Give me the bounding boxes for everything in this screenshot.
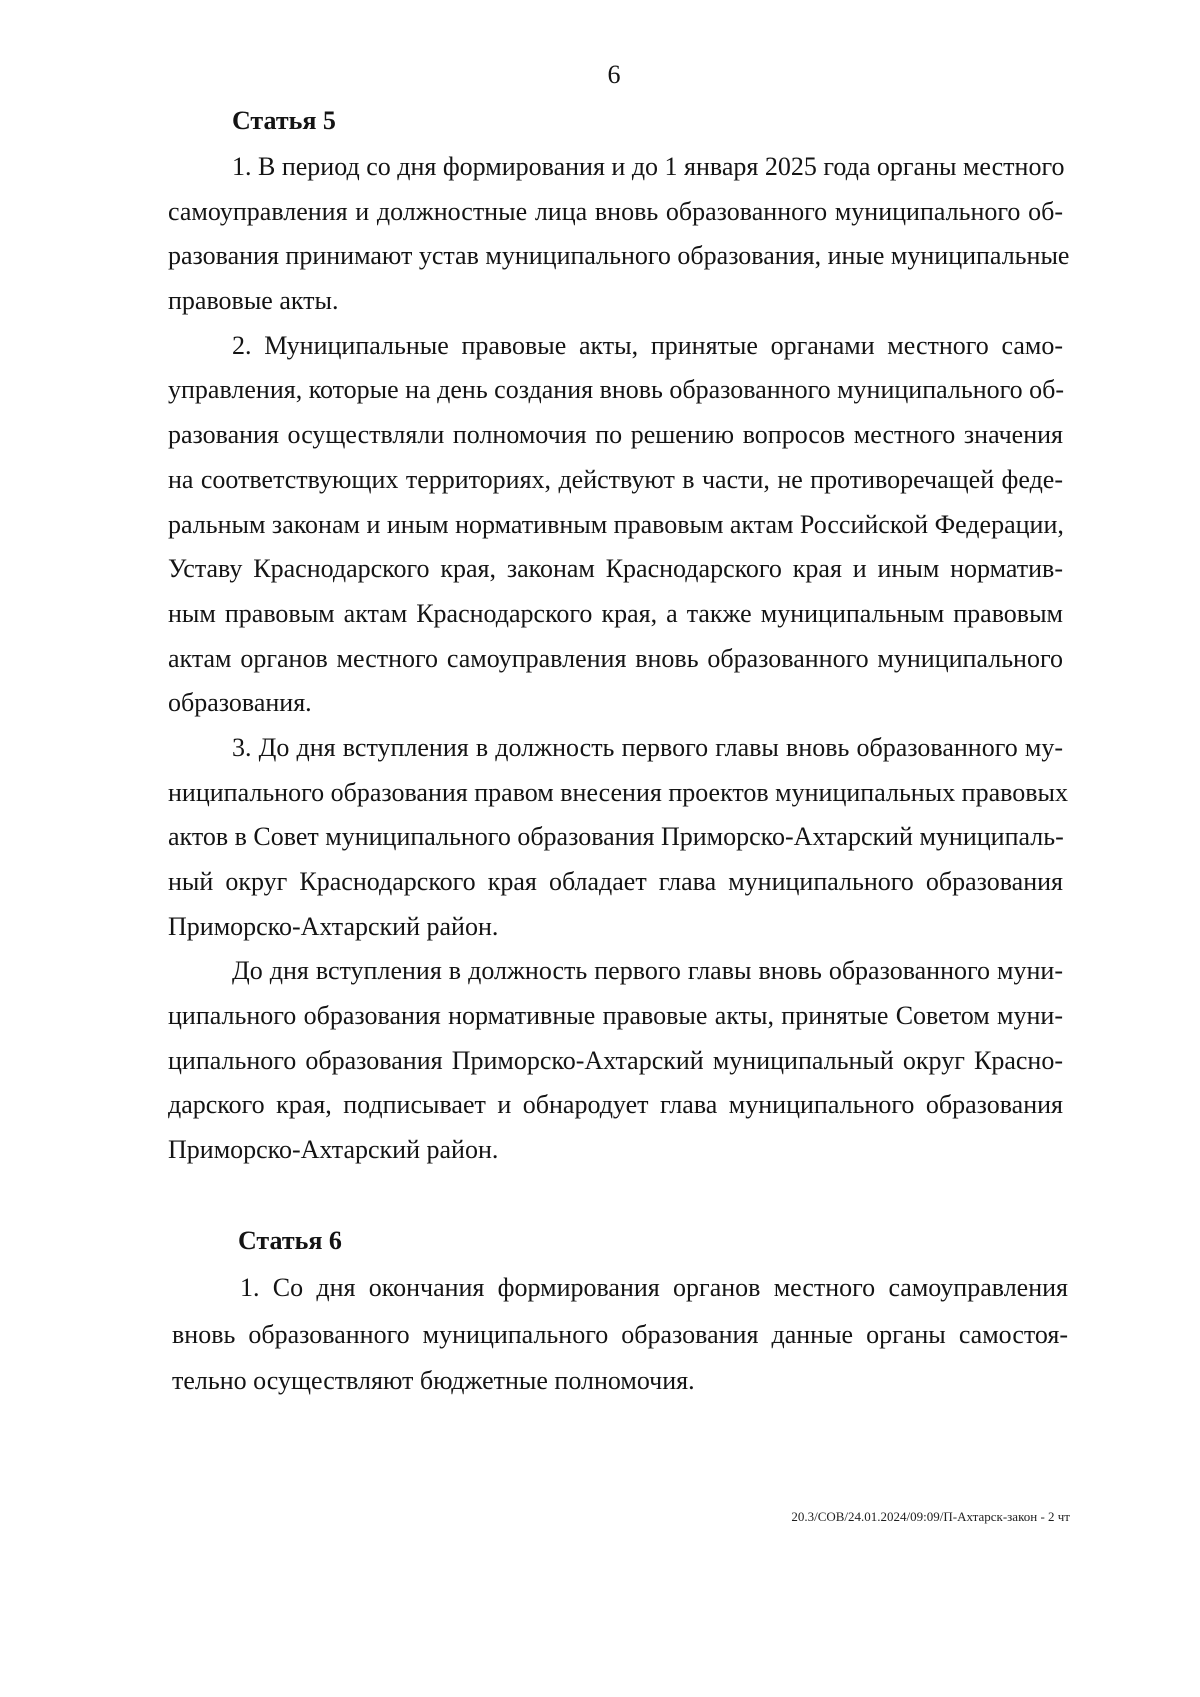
article-6-body [172,1265,1068,1405]
text-line: Приморско-Ахтарский район. [168,911,499,941]
article-6-paragraph-1 [172,1265,1068,1405]
text-line: ципального образования Приморско-Ахтарский муниципальный округ Красно- [168,1045,1063,1075]
text-line: разования осуществляли полномочия по решению вопросов местного значения [168,420,1063,450]
text-line: на соответствующих территориях, действуют в части, не противоречащей феде- [168,464,1063,494]
text-line: актам органов местного самоуправления вновь образованного муниципального [168,643,1063,673]
text-line: правовые акты. [168,286,339,316]
text-line: Приморско-Ахтарский район. [168,1135,499,1165]
text-line: ципального образования нормативные правовые акты, принятые Советом муни- [168,1001,1063,1031]
text-line: Уставу Краснодарского края, законам Краснодарского края и иным норматив- [168,554,1063,584]
article-5-paragraph-2 [168,324,1063,726]
article-5-paragraph-4 [168,949,1063,1172]
article-5-heading: Статья 5 [232,106,336,135]
text-line: 2. Муниципальные правовые акты, принятые органами местного само- [232,330,1063,360]
article-5-body [168,145,1070,1173]
text-line: самоуправления и должностные лица вновь образованного муниципального об- [168,196,1063,226]
text-line: актов в Совет муниципального образования Приморско-Ахтарский муниципаль- [168,822,1064,852]
text-line: 1. В период со дня формирования и до 1 января 2025 года органы местного [232,152,1065,181]
text-line: ным правовым актам Краснодарского края, а также муниципальным правовым [168,598,1063,628]
text-line: ниципального образования правом внесения проектов муниципальных правовых [168,777,1068,807]
text-line: 3. До дня вступления в должность первого главы вновь образованного му- [232,732,1063,762]
text-line: вновь образованного муниципального образования данные органы самостоя- [172,1319,1068,1349]
text-line: разования принимают устав муниципального образования, иные муниципальные [168,241,1070,271]
article-5-paragraph-3 [168,726,1068,949]
text-line: управления, которые на день создания вновь образованного муниципального об- [168,375,1065,405]
text-line: 1. Со дня окончания формирования органов местного самоуправления [240,1273,1068,1302]
article-6-heading: Статья 6 [238,1226,342,1255]
text-line: дарского края, подписывает и обнародует глава муниципального образования [168,1090,1063,1120]
text-line: До дня вступления в должность первого главы вновь образованного муни- [232,956,1063,986]
text-line: ральным законам и иным нормативным правовым актам Российской Федерации, [168,509,1064,539]
text-line: тельно осуществляют бюджетные полномочия. [172,1366,695,1395]
document-footer-code: 20.3/СОВ/24.01.2024/09:09/П-Ахтарск-закон - 2 чт [791,1509,1070,1524]
page-number: 6 [607,60,621,89]
text-line: образования. [168,688,312,718]
article-5-paragraph-1 [168,145,1070,324]
text-line: ный округ Краснодарского края обладает глава муниципального образования [168,867,1063,896]
